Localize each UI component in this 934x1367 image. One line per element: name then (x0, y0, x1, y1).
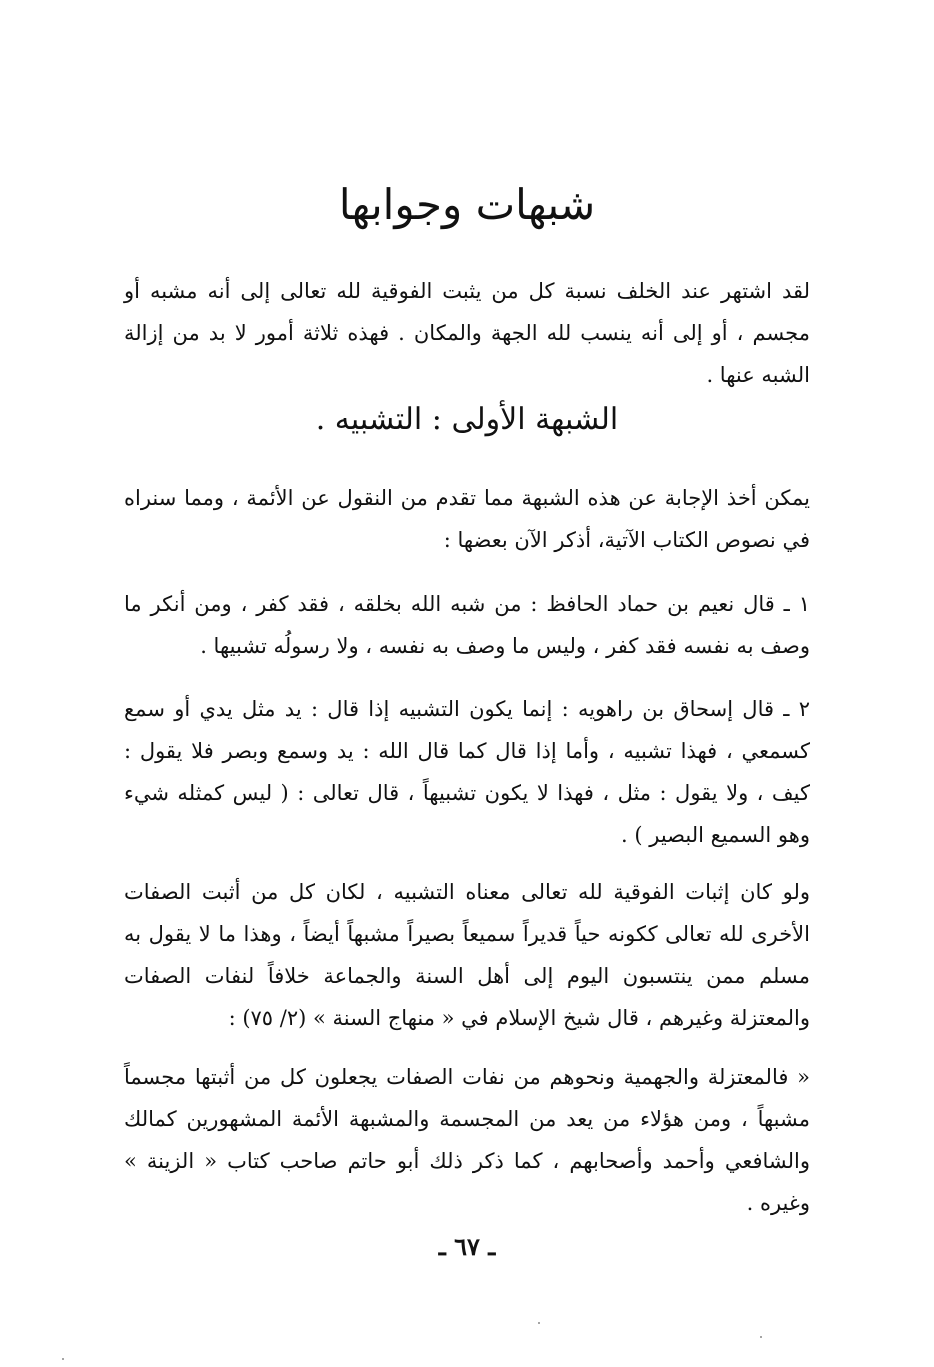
paragraph-5 (124, 1056, 810, 1224)
intro-text: لقد اشتهر عند الخلف نسبة كل من يثبت الفوقية لله تعالى إلى أنه مشبه أو مجسم ، أو إلى أنه ينسب لله الجهة والمكان . فهذه ثلاثة أمور لا بد من إزالة الشبه عنها . (124, 279, 810, 387)
scan-speck (760, 1336, 762, 1338)
paragraph-text: ولو كان إثبات الفوقية لله تعالى معناه التشبيه ، لكان كل من أثبت الصفات الأخرى لله تعالى ككونه حياً قديراً سميعاً بصيراً مشبهاً أيضاً ، وهذا ما لا يقول به مسلم ممن ينتسبون اليوم إلى أهل السنة والجماعة خلافاً لنفات الصفات والمعتزلة وغيرهم ، قال شيخ الإسلام في « منهاج السنة » (٢/ ٧٥) : (124, 880, 810, 1030)
paragraph-text: ٢ ـ قال إسحاق بن راهويه : إنما يكون التشبيه إذا قال : يد مثل يدي أو سمع كسمعي ، فهذا تشبيه ، وأما إذا قال كما قال الله : يد وسمع وبصر فلا يقول : كيف ، ولا يقول : مثل ، فهذا لا يكون تشبيهاً ، قال تعالى : ( ليس كمثله شيء وهو السميع البصير ) . (124, 697, 810, 847)
paragraph-2 (124, 583, 810, 667)
paragraph-3 (124, 688, 810, 856)
page-title: شبهات وجوابها (338, 180, 596, 229)
scan-speck (62, 1358, 64, 1360)
paragraph-text: يمكن أخذ الإجابة عن هذه الشبهة مما تقدم من النقول عن الأئمة ، ومما سنراه في نصوص الكتاب الآتية، أذكر الآن بعضها : (124, 486, 810, 552)
section-title: الشبهة الأولى : التشبيه . (315, 402, 619, 437)
paragraph-text: ١ ـ قال نعيم بن حماد الحافظ : من شبه الله بخلقه ، فقد كفر ، ومن أنكر ما وصف به نفسه فقد كفر ، وليس ما وصف به نفسه ، ولا رسولُه تشبيها . (124, 592, 810, 658)
paragraph-4 (124, 871, 810, 1039)
page-number: ـ ٦٧ ـ (438, 1232, 496, 1261)
paragraph-text: « فالمعتزلة والجهمية ونحوهم من نفات الصفات يجعلون كل من أثبتها مجسماً مشبهاً ، ومن هؤلاء من يعد من المجسمة والمشبهة الأئمة المشهورين كمالك والشافعي وأحمد وأصحابهم ، كما ذكر ذلك أبو حاتم صاحب كتاب « الزينة » وغيره . (124, 1065, 810, 1215)
scan-speck (538, 1322, 540, 1324)
intro-paragraph (124, 270, 810, 396)
paragraph-1 (124, 477, 810, 561)
